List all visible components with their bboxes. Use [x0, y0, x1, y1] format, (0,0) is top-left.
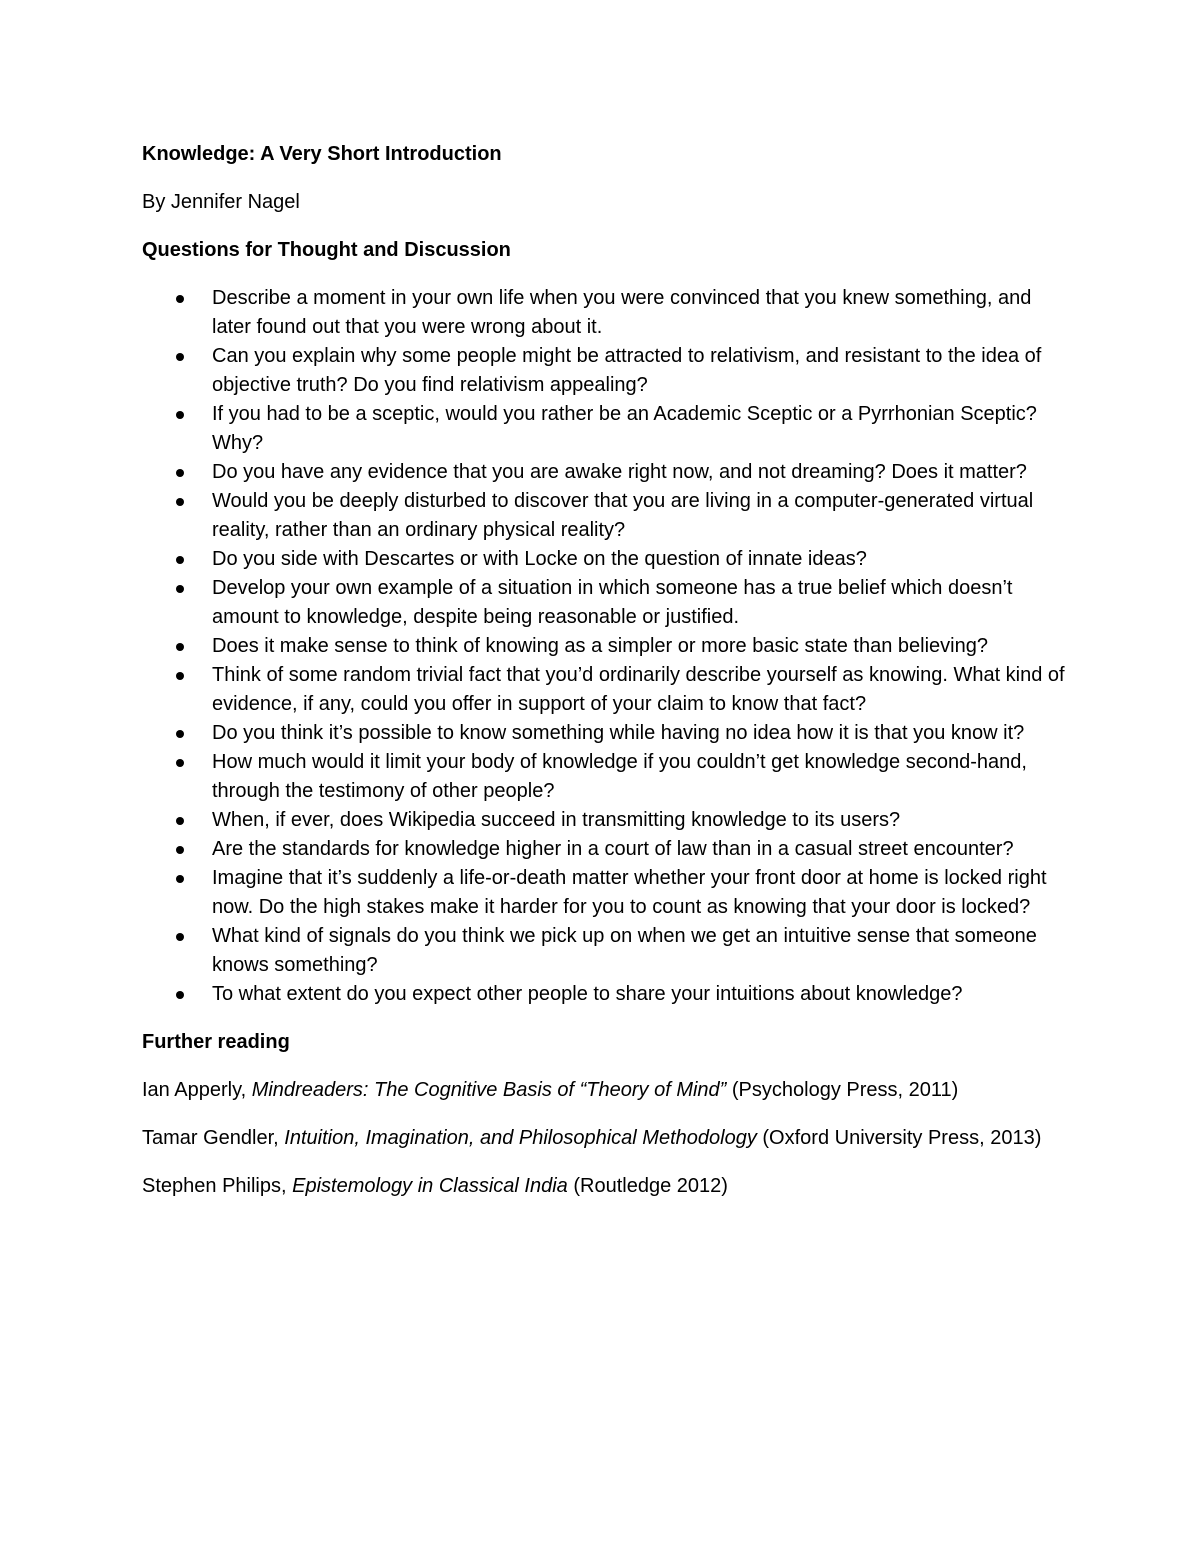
question-item [142, 342, 1072, 400]
question-item [142, 458, 1072, 487]
bullet-icon [176, 556, 184, 564]
bullet-icon [176, 411, 184, 419]
question-text: Imagine that it’s suddenly a life-or-death matter whether your front door at home is locked right now. Do the high stakes make it harder for you to count as knowing that your door is locked? [212, 867, 1047, 918]
bullet-icon [176, 498, 184, 506]
reading-entry [142, 1172, 1072, 1201]
question-item [142, 864, 1072, 922]
reading-title: Mindreaders: The Cognitive Basis of “Theory of Mind” [251, 1079, 727, 1101]
question-item [142, 400, 1072, 458]
question-item [142, 661, 1072, 719]
bullet-icon [176, 469, 184, 477]
question-item [142, 719, 1072, 748]
question-text: Do you have any evidence that you are awake right now, and not dreaming? Does it matter? [212, 461, 1027, 483]
question-item [142, 835, 1072, 864]
bullet-icon [176, 991, 184, 999]
bullet-icon [176, 875, 184, 883]
question-item [142, 980, 1072, 1009]
bullet-icon [176, 846, 184, 854]
question-item [142, 748, 1072, 806]
bullet-icon [176, 643, 184, 651]
question-item [142, 632, 1072, 661]
reading-author: Ian Apperly, [142, 1079, 252, 1101]
question-text: Does it make sense to think of knowing as a simpler or more basic state than believing? [212, 635, 988, 657]
question-text: Develop your own example of a situation in which someone has a true belief which doesn’t amount to knowledge, despite being reasonable or justified. [212, 577, 1013, 628]
question-item [142, 922, 1072, 980]
reading-title: Epistemology in Classical India [292, 1175, 568, 1197]
reading-publisher: (Routledge 2012) [567, 1175, 728, 1197]
bullet-icon [176, 933, 184, 941]
question-text: To what extent do you expect other people to share your intuitions about knowledge? [212, 983, 963, 1005]
question-text: Do you side with Descartes or with Locke on the question of innate ideas? [212, 548, 867, 570]
reading-entry [142, 1124, 1072, 1153]
question-text: Think of some random trivial fact that you’d ordinarily describe yourself as knowing. What kind of evidence, if any, could you offer in support of your claim to know that fact? [212, 664, 1065, 715]
question-item [142, 545, 1072, 574]
document-page [142, 140, 1072, 1220]
question-item [142, 806, 1072, 835]
questions-heading: Questions for Thought and Discussion [142, 239, 511, 261]
reading-publisher: (Oxford University Press, 2013) [756, 1127, 1042, 1149]
bullet-icon [176, 730, 184, 738]
question-text: Can you explain why some people might be attracted to relativism, and resistant to the idea of objective truth? Do you find relativism appealing? [212, 345, 1042, 396]
question-text: How much would it limit your body of knowledge if you couldn’t get knowledge second-hand, through the testimony of other people? [212, 751, 1027, 802]
question-item [142, 574, 1072, 632]
question-text: What kind of signals do you think we pick up on when we get an intuitive sense that someone knows something? [212, 925, 1037, 976]
reading-publisher: (Psychology Press, 2011) [726, 1079, 959, 1101]
question-text: When, if ever, does Wikipedia succeed in transmitting knowledge to its users? [212, 809, 901, 831]
bullet-icon [176, 295, 184, 303]
question-text: Describe a moment in your own life when you were convinced that you knew something, and later found out that you were wrong about it. [212, 287, 1032, 338]
question-text: If you had to be a sceptic, would you rather be an Academic Sceptic or a Pyrrhonian Sceptic? Why? [212, 403, 1037, 454]
bullet-icon [176, 817, 184, 825]
document-author: By Jennifer Nagel [142, 191, 300, 213]
bullet-icon [176, 353, 184, 361]
question-text: Do you think it’s possible to know something while having no idea how it is that you know it? [212, 722, 1025, 744]
bullet-icon [176, 759, 184, 767]
further-reading-heading: Further reading [142, 1031, 290, 1053]
question-item [142, 487, 1072, 545]
reading-title: Intuition, Imagination, and Philosophical Methodology [284, 1127, 757, 1149]
question-text: Are the standards for knowledge higher in a court of law than in a casual street encounter? [212, 838, 1014, 860]
document-title: Knowledge: A Very Short Introduction [142, 143, 502, 165]
reading-entry [142, 1076, 1072, 1105]
question-text: Would you be deeply disturbed to discover that you are living in a computer-generated virtual reality, rather than an ordinary physical reality? [212, 490, 1034, 541]
reading-author: Tamar Gendler, [142, 1127, 285, 1149]
bullet-icon [176, 585, 184, 593]
reading-author: Stephen Philips, [142, 1175, 293, 1197]
bullet-icon [176, 672, 184, 680]
question-item [142, 284, 1072, 342]
questions-list [142, 284, 1072, 1009]
